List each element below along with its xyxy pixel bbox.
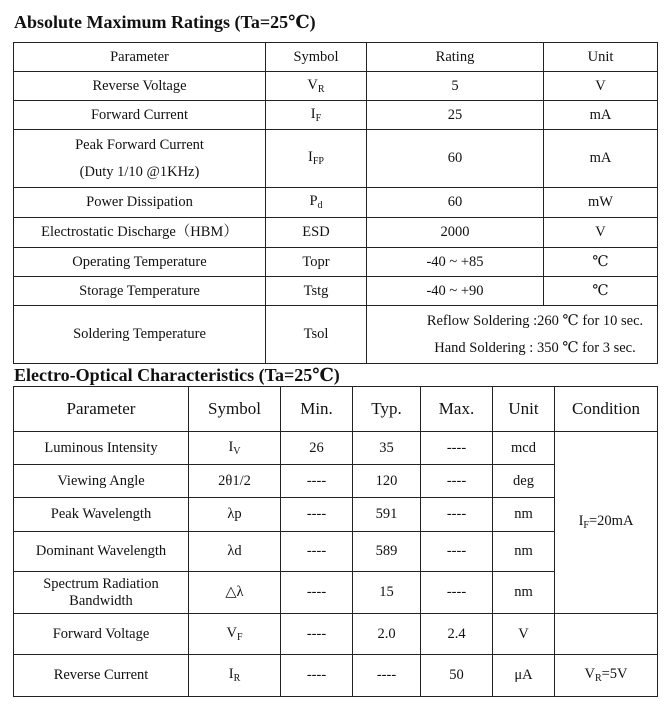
rating-cell: 60 bbox=[367, 130, 544, 188]
min-cell: ---- bbox=[281, 498, 353, 532]
min-cell: ---- bbox=[281, 655, 353, 697]
rating-cell: -40 ~ +85 bbox=[367, 248, 544, 277]
table-row bbox=[14, 248, 658, 277]
unit-cell: nm bbox=[493, 572, 555, 614]
parameter-cell bbox=[14, 572, 189, 614]
max-cell: ---- bbox=[421, 465, 493, 498]
absolute-maximum-ratings-table bbox=[13, 42, 658, 364]
symbol-cell bbox=[266, 72, 367, 101]
max-cell: ---- bbox=[421, 432, 493, 465]
parameter-cell: Storage Temperature bbox=[14, 277, 266, 306]
hand-soldering-text: Hand Soldering : 350 ℃ for 3 sec. bbox=[434, 339, 636, 356]
parameter-cell: Reverse Current bbox=[14, 655, 189, 697]
min-cell: ---- bbox=[281, 532, 353, 572]
unit-cell: deg bbox=[493, 465, 555, 498]
symbol-text: I bbox=[310, 105, 316, 122]
symbol-subscript: d bbox=[317, 200, 323, 212]
symbol-cell: 2θ1/2 bbox=[189, 465, 281, 498]
header-parameter: Parameter bbox=[14, 387, 189, 432]
symbol-cell: △λ bbox=[189, 572, 281, 614]
rating-cell: -40 ~ +90 bbox=[367, 277, 544, 306]
symbol-text: I bbox=[228, 666, 234, 683]
parameter-cell: Peak Wavelength bbox=[14, 498, 189, 532]
symbol-subscript: F bbox=[236, 631, 243, 643]
unit-cell: mW bbox=[544, 188, 658, 218]
unit-cell: ℃ bbox=[544, 248, 658, 277]
max-cell: 2.4 bbox=[421, 614, 493, 655]
symbol-text: P bbox=[309, 193, 318, 210]
table-row bbox=[14, 306, 658, 364]
header-rating: Rating bbox=[367, 43, 544, 72]
max-cell: ---- bbox=[421, 572, 493, 614]
condition-symbol: I bbox=[578, 513, 584, 530]
header-symbol: Symbol bbox=[189, 387, 281, 432]
typ-cell: ---- bbox=[353, 655, 421, 697]
parameter-line1: Spectrum Radiation bbox=[43, 575, 159, 592]
symbol-cell: Topr bbox=[266, 248, 367, 277]
condition-cell bbox=[555, 614, 658, 655]
parameter-cell bbox=[14, 130, 266, 188]
condition-cell bbox=[555, 655, 658, 697]
condition-value: =20mA bbox=[588, 513, 634, 530]
rating-cell: 60 bbox=[367, 188, 544, 218]
parameter-line1: Peak Forward Current bbox=[75, 136, 204, 153]
reflow-soldering-text: Reflow Soldering :260 ℃ for 10 sec. bbox=[426, 312, 644, 329]
symbol-cell bbox=[189, 655, 281, 697]
rating-cell: 5 bbox=[367, 72, 544, 101]
min-cell: 26 bbox=[281, 432, 353, 465]
table-row bbox=[14, 614, 658, 655]
parameter-cell: Dominant Wavelength bbox=[14, 532, 189, 572]
parameter-cell: Soldering Temperature bbox=[14, 306, 266, 364]
typ-cell: 120 bbox=[353, 465, 421, 498]
header-typ: Typ. bbox=[353, 387, 421, 432]
header-unit: Unit bbox=[544, 43, 658, 72]
symbol-cell bbox=[266, 188, 367, 218]
parameter-line2: Bandwidth bbox=[69, 592, 133, 609]
symbol-subscript: R bbox=[317, 83, 325, 95]
parameter-cell: Luminous Intensity bbox=[14, 432, 189, 465]
electro-optical-table bbox=[13, 386, 658, 697]
typ-cell: 35 bbox=[353, 432, 421, 465]
unit-cell: V bbox=[544, 218, 658, 248]
rating-cell: 2000 bbox=[367, 218, 544, 248]
header-parameter: Parameter bbox=[14, 43, 266, 72]
symbol-cell: λd bbox=[189, 532, 281, 572]
symbol-text: V bbox=[307, 76, 318, 93]
condition-subscript: R bbox=[594, 673, 602, 685]
table-row bbox=[14, 432, 658, 465]
shared-condition-cell bbox=[555, 432, 658, 614]
symbol-subscript: R bbox=[233, 673, 241, 685]
symbol-text: V bbox=[226, 624, 237, 641]
min-cell: ---- bbox=[281, 572, 353, 614]
header-unit: Unit bbox=[493, 387, 555, 432]
unit-cell: ℃ bbox=[544, 277, 658, 306]
table-header-row bbox=[14, 43, 658, 72]
parameter-cell: Electrostatic Discharge（HBM） bbox=[14, 218, 266, 248]
symbol-cell bbox=[266, 101, 367, 130]
unit-cell: mcd bbox=[493, 432, 555, 465]
symbol-text: I bbox=[228, 438, 234, 455]
min-cell: ---- bbox=[281, 614, 353, 655]
parameter-cell: Forward Current bbox=[14, 101, 266, 130]
parameter-cell: Forward Voltage bbox=[14, 614, 189, 655]
unit-cell: mA bbox=[544, 130, 658, 188]
condition-symbol: V bbox=[584, 666, 595, 683]
typ-cell: 591 bbox=[353, 498, 421, 532]
parameter-cell: Viewing Angle bbox=[14, 465, 189, 498]
table-row bbox=[14, 218, 658, 248]
unit-cell: mA bbox=[544, 101, 658, 130]
unit-cell: nm bbox=[493, 498, 555, 532]
typ-cell: 15 bbox=[353, 572, 421, 614]
header-condition: Condition bbox=[555, 387, 658, 432]
typ-cell: 589 bbox=[353, 532, 421, 572]
table-row bbox=[14, 655, 658, 697]
table-row bbox=[14, 188, 658, 218]
symbol-cell: λp bbox=[189, 498, 281, 532]
symbol-cell bbox=[266, 130, 367, 188]
symbol-cell bbox=[189, 432, 281, 465]
unit-cell: V bbox=[493, 614, 555, 655]
min-cell: ---- bbox=[281, 465, 353, 498]
symbol-cell: ESD bbox=[266, 218, 367, 248]
table-row bbox=[14, 72, 658, 101]
symbol-cell: Tsol bbox=[266, 306, 367, 364]
parameter-cell: Operating Temperature bbox=[14, 248, 266, 277]
typ-cell: 2.0 bbox=[353, 614, 421, 655]
parameter-cell: Power Dissipation bbox=[14, 188, 266, 218]
table-header-row bbox=[14, 387, 658, 432]
header-symbol: Symbol bbox=[266, 43, 367, 72]
max-cell: ---- bbox=[421, 532, 493, 572]
max-cell: ---- bbox=[421, 498, 493, 532]
parameter-cell: Reverse Voltage bbox=[14, 72, 266, 101]
ratings-title: Absolute Maximum Ratings (Ta=25℃) bbox=[14, 12, 316, 32]
unit-cell: V bbox=[544, 72, 658, 101]
symbol-cell: Tstg bbox=[266, 277, 367, 306]
rating-cell bbox=[367, 306, 658, 364]
symbol-subscript: FP bbox=[312, 156, 324, 168]
condition-value: =5V bbox=[601, 666, 628, 683]
header-min: Min. bbox=[281, 387, 353, 432]
max-cell: 50 bbox=[421, 655, 493, 697]
symbol-cell bbox=[189, 614, 281, 655]
symbol-subscript: F bbox=[315, 112, 322, 124]
table-row bbox=[14, 130, 658, 188]
symbol-subscript: V bbox=[233, 445, 241, 457]
condition-subscript: F bbox=[583, 520, 589, 532]
parameter-line2: (Duty 1/10 @1KHz) bbox=[79, 163, 200, 180]
electro-optical-title: Electro-Optical Characteristics (Ta=25℃) bbox=[14, 365, 340, 385]
unit-cell: μA bbox=[493, 655, 555, 697]
unit-cell: nm bbox=[493, 532, 555, 572]
table-row bbox=[14, 277, 658, 306]
symbol-text: I bbox=[308, 149, 313, 166]
rating-cell: 25 bbox=[367, 101, 544, 130]
table-row bbox=[14, 101, 658, 130]
header-max: Max. bbox=[421, 387, 493, 432]
